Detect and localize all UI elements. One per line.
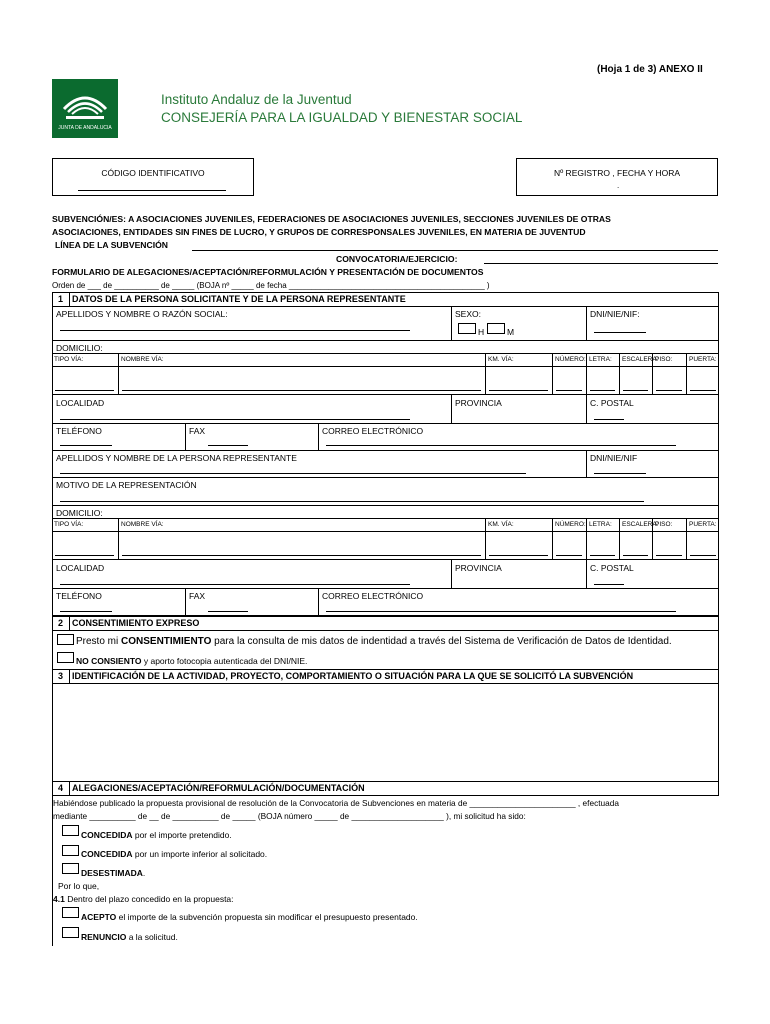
section1-number: 1 (58, 294, 64, 304)
apellidos-label: APELLIDOS Y NOMBRE O RAZÓN SOCIAL: (56, 309, 228, 319)
telefono-rep-label: TELÉFONO (56, 591, 102, 601)
fax-field[interactable] (208, 445, 248, 446)
localidad-label: LOCALIDAD (56, 398, 105, 408)
cpostal-rep-label: C. POSTAL (590, 563, 634, 573)
localidad-rep-field[interactable] (60, 584, 410, 585)
nombre-via-rep-field[interactable] (122, 555, 481, 556)
concedida-text: CONCEDIDA por el importe pretendido. (81, 830, 232, 840)
km-via-rep-label: KM. VÍA: (488, 521, 514, 528)
section4-number: 4 (58, 783, 64, 793)
linea-field[interactable] (192, 250, 718, 251)
codigo-label: CÓDIGO IDENTIFICATIVO (101, 168, 205, 178)
motivo-field[interactable] (60, 501, 644, 502)
nombre-via-label: NOMBRE VÍA: (121, 356, 164, 363)
section4-title: ALEGACIONES/ACEPTACIÓN/REFORMULACIÓN/DOCUMENTACIÓN (72, 783, 365, 793)
telefono-rep-field[interactable] (60, 611, 112, 612)
localidad-rep-label: LOCALIDAD (56, 563, 105, 573)
puerta-rep-field[interactable] (690, 555, 716, 556)
km-via-rep-field[interactable] (489, 555, 548, 556)
desestimada-text: DESESTIMADA. (81, 868, 146, 878)
fax-rep-field[interactable] (208, 611, 248, 612)
correo-label: CORREO ELECTRÓNICO (322, 426, 424, 436)
letra-field[interactable] (590, 390, 615, 391)
puerta-label: PUERTA: (689, 356, 717, 363)
consentimiento-text: Presto mi CONSENTIMIENTO para la consulta de mis datos de indentidad a través del Sistema de Verificación de Datos de Identidad. (76, 636, 672, 647)
acepto-checkbox[interactable] (62, 907, 79, 918)
codigo-box (52, 158, 254, 196)
numero-field[interactable] (556, 390, 582, 391)
acepto-text: ACEPTO el importe de la subvención propuesta sin modificar el presupuesto presentado. (81, 912, 418, 922)
section3-title: IDENTIFICACIÓN DE LA ACTIVIDAD, PROYECTO, COMPORTAMIENTO O SITUACIÓN PARA LA QUE SE SOLICITÓ LA SUBVENCIÓN (72, 671, 634, 681)
cpostal-label: C. POSTAL (590, 398, 634, 408)
correo-rep-label: CORREO ELECTRÓNICO (322, 591, 424, 601)
correo-field[interactable] (326, 445, 676, 446)
linea-label: LÍNEA DE LA SUBVENCIÓN (55, 240, 168, 250)
section3-number: 3 (58, 671, 64, 681)
tipo-via-rep-label: TIPO VÍA: (54, 521, 84, 528)
ministry-name: CONSEJERÍA PARA LA IGUALDAD Y BIENESTAR SOCIAL (161, 110, 523, 125)
sexo-label: SEXO: (455, 309, 481, 319)
page-info: (Hoja 1 de 3) ANEXO II (597, 64, 703, 75)
letra-label: LETRA: (589, 356, 612, 363)
km-via-field[interactable] (489, 390, 548, 391)
provincia-rep-label: PROVINCIA (455, 563, 502, 573)
km-via-label: KM. VÍA: (488, 356, 514, 363)
registro-box (516, 158, 718, 196)
codigo-field[interactable] (78, 190, 226, 191)
cpostal-field[interactable] (594, 419, 624, 420)
orden-line: Orden de ___ de __________ de _____ (BOJA nº _____ de fecha ____________________________________________ ) (52, 281, 490, 290)
puerta-rep-label: PUERTA: (689, 521, 717, 528)
concedida-checkbox[interactable] (62, 825, 79, 836)
dni-label: DNI/NIE/NIF: (590, 309, 640, 319)
formulario-title: FORMULARIO DE ALEGACIONES/ACEPTACIÓN/REFORMULACIÓN Y PRESENTACIÓN DE DOCUMENTOS (52, 267, 484, 277)
piso-label: PISO: (655, 356, 673, 363)
convocatoria-label: CONVOCATORIA/EJERCICIO: (336, 254, 458, 264)
sexo-h-checkbox[interactable] (458, 323, 476, 334)
fax-label: FAX (189, 426, 206, 436)
localidad-field[interactable] (60, 419, 410, 420)
section4-para1: Habiéndose publicado la propuesta provisional de resolución de la Convocatoria de Subvenciones en materia de _______________________ , efectuada (53, 798, 619, 808)
nombre-via-rep-label: NOMBRE VÍA: (121, 521, 164, 528)
domicilio-rep-label: DOMICILIO: (56, 508, 103, 518)
motivo-label: MOTIVO DE LA REPRESENTACIÓN (56, 480, 197, 490)
junta-logo (52, 79, 118, 138)
escalera-field[interactable] (623, 390, 648, 391)
numero-rep-label: NÚMERO: (555, 521, 586, 528)
letra-rep-label: LETRA: (589, 521, 612, 528)
dni-field[interactable] (594, 332, 646, 333)
renuncio-checkbox[interactable] (62, 927, 79, 938)
provincia-label: PROVINCIA (455, 398, 502, 408)
no-consiento-text: NO CONSIENTO y aporto fotocopia autenticada del DNI/NIE. (76, 656, 308, 666)
escalera-label: ESCALERA: (622, 356, 659, 363)
section3-textarea[interactable] (53, 684, 718, 781)
subvencion-line1: SUBVENCIÓN/ES: A ASOCIACIONES JUVENILES, FEDERACIONES DE ASOCIACIONES JUVENILES, SECCIONES JUVENILES DE OTRAS (52, 214, 611, 224)
no-consiento-checkbox[interactable] (57, 652, 74, 663)
sexo-m-label: M (507, 327, 515, 337)
logo-caption: JUNTA DE ANDALUCIA (58, 125, 112, 131)
fax-rep-label: FAX (189, 591, 206, 601)
consentimiento-checkbox[interactable] (57, 634, 74, 645)
dni-rep-label: DNI/NIE/NIF (590, 453, 638, 463)
subvencion-line2: ASOCIACIONES, ENTIDADES SIN FINES DE LUCRO, Y GRUPOS DE CORRESPONSALES JUVENILES, EN MATERIA DE JUVENTUD (52, 227, 586, 237)
item41: 4.1 Dentro del plazo concedido en la propuesta: (53, 894, 234, 904)
section2-title: CONSENTIMIENTO EXPRESO (72, 618, 200, 628)
puerta-field[interactable] (690, 390, 716, 391)
institute-name: Instituto Andaluz de la Juventud (161, 92, 352, 107)
apellidos-field[interactable] (60, 330, 410, 331)
numero-rep-field[interactable] (556, 555, 582, 556)
tipo-via-label: TIPO VÍA: (54, 356, 84, 363)
registro-label: Nº REGISTRO , FECHA Y HORA (553, 168, 681, 178)
renuncio-text: RENUNCIO a la solicitud. (81, 932, 178, 942)
sexo-m-checkbox[interactable] (487, 323, 505, 334)
cpostal-rep-field[interactable] (594, 584, 624, 585)
section2-number: 2 (58, 618, 64, 628)
domicilio-label: DOMICILIO: (56, 343, 103, 353)
escalera-rep-field[interactable] (623, 555, 648, 556)
por-lo-que: Por lo que, (58, 881, 100, 891)
numero-label: NÚMERO: (555, 356, 586, 363)
desestimada-checkbox[interactable] (62, 863, 79, 874)
escalera-rep-label: ESCALERA: (622, 521, 659, 528)
tipo-via-rep-field[interactable] (55, 555, 114, 556)
registro-dot: . (617, 181, 620, 190)
tipo-via-field[interactable] (55, 390, 114, 391)
piso-rep-field[interactable] (656, 555, 682, 556)
section4-para2: mediante __________ de __ de __________ de _____ (BOJA número _____ de ____________________ ), mi solicitud ha sido: (53, 811, 526, 821)
telefono-label: TELÉFONO (56, 426, 102, 436)
telefono-field[interactable] (60, 445, 112, 446)
piso-field[interactable] (656, 390, 682, 391)
sexo-h-label: H (478, 327, 485, 337)
convocatoria-field[interactable] (484, 263, 718, 264)
correo-rep-field[interactable] (326, 611, 676, 612)
concedida-inferior-checkbox[interactable] (62, 845, 79, 856)
piso-rep-label: PISO: (655, 521, 673, 528)
nombre-via-field[interactable] (122, 390, 481, 391)
dni-rep-field[interactable] (594, 473, 646, 474)
apellidos-rep-label: APELLIDOS Y NOMBRE DE LA PERSONA REPRESENTANTE (56, 453, 297, 463)
apellidos-rep-field[interactable] (60, 473, 526, 474)
letra-rep-field[interactable] (590, 555, 615, 556)
concedida-inferior-text: CONCEDIDA por un importe inferior al solicitado. (81, 849, 268, 859)
section1-title: DATOS DE LA PERSONA SOLICITANTE Y DE LA PERSONA REPRESENTANTE (72, 294, 406, 304)
